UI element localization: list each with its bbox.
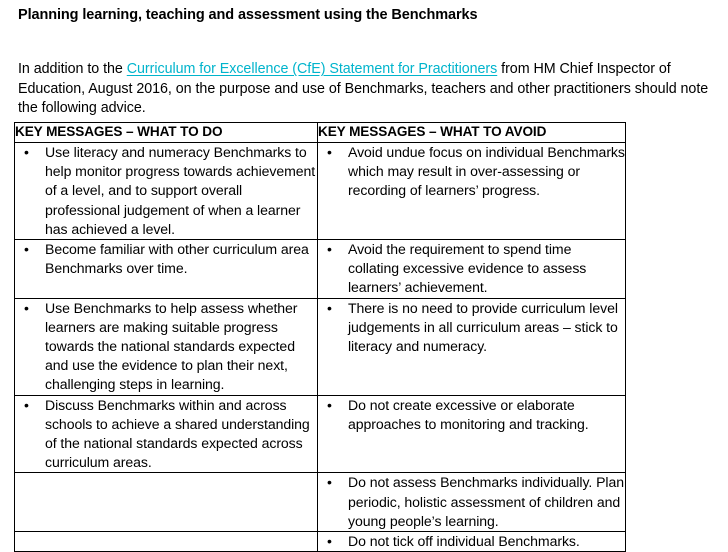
bullet-list-do-2 (15, 240, 317, 278)
cell-avoid-3 (318, 298, 626, 395)
cell-avoid-2 (318, 240, 626, 299)
list-item (318, 240, 625, 298)
cell-avoid-5 (318, 473, 626, 532)
bullet-icon: • (24, 396, 29, 413)
table-header-row (15, 123, 626, 143)
bullet-list-avoid-4 (318, 396, 625, 434)
bullet-list-do-3 (15, 299, 317, 395)
table-body (15, 143, 626, 552)
bullet-list-avoid-1 (318, 143, 625, 201)
table-row (15, 143, 626, 240)
bullet-list-avoid-2 (318, 240, 625, 298)
list-item (318, 299, 625, 357)
table-row (15, 532, 626, 552)
cell-do-2 (15, 240, 318, 299)
cell-avoid-4 (318, 395, 626, 473)
list-item (318, 473, 625, 531)
bullet-list-avoid-6 (318, 532, 625, 551)
list-item-text: Do not assess Benchmarks individually. Plan periodic, holistic assessment of children and young people’s learning. (348, 474, 624, 529)
bullet-icon: • (327, 299, 332, 316)
list-item-text: Do not create excessive or elaborate approaches to monitoring and tracking. (348, 396, 589, 432)
list-item-text: Avoid undue focus on individual Benchmarks which may result in over-assessing or recording of learners’ progress. (348, 144, 625, 199)
bullet-list-do-4 (15, 396, 317, 473)
list-item-text: Use Benchmarks to help assess whether learners are making suitable progress towards the national standards expected and use the evidence to plan their next, challenging steps in learning. (45, 299, 298, 393)
list-item (15, 299, 317, 395)
cfe-statement-link[interactable]: Curriculum for Excellence (CfE) Statement for Practitioners (126, 61, 498, 78)
bullet-list-do-1 (15, 143, 317, 239)
bullet-icon: • (24, 241, 29, 258)
list-item (15, 240, 317, 278)
list-item-text: Do not tick off individual Benchmarks. (348, 533, 580, 550)
intro-paragraph (18, 60, 712, 119)
key-messages-table (14, 122, 626, 552)
list-item (318, 532, 625, 551)
list-item-text: Avoid the requirement to spend time collating excessive evidence to assess learners’ achievement. (348, 241, 587, 296)
list-item-text: Discuss Benchmarks within and across schools to achieve a shared understanding of the national standards expected across curriculum areas. (45, 396, 310, 471)
bullet-icon: • (24, 144, 29, 160)
bullet-icon: • (24, 299, 29, 316)
list-item-text: Use literacy and numeracy Benchmarks to help monitor progress towards achievement of a level, and to support overall professional judgement of when a learner has achieved a level. (45, 144, 316, 237)
list-item (318, 396, 625, 434)
table-row (15, 298, 626, 395)
table-row (15, 240, 626, 299)
cell-do-5-empty (15, 473, 318, 532)
cell-avoid-1 (318, 143, 626, 240)
cell-avoid-6 (318, 532, 626, 552)
cell-do-4 (15, 395, 318, 473)
bullet-list-avoid-5 (318, 473, 625, 531)
table-row (15, 473, 626, 532)
bullet-icon: • (327, 144, 332, 160)
list-item (15, 143, 317, 239)
cell-do-6-empty (15, 532, 318, 552)
cell-do-3 (15, 298, 318, 395)
list-item (15, 396, 317, 473)
column-header-what-to-do: KEY MESSAGES – WHAT TO DO (15, 123, 318, 143)
cell-do-1 (15, 143, 318, 240)
list-item-text: Become familiar with other curriculum area Benchmarks over time. (45, 241, 309, 277)
bullet-icon: • (327, 533, 332, 550)
bullet-list-avoid-3 (318, 299, 625, 357)
intro-text-before-link: In addition to the (18, 61, 127, 78)
bullet-icon: • (327, 474, 332, 491)
bullet-icon: • (327, 241, 332, 258)
table-row (15, 395, 626, 473)
list-item (318, 143, 625, 201)
page-title: Planning learning, teaching and assessment using the Benchmarks (18, 7, 478, 23)
column-header-what-to-avoid: KEY MESSAGES – WHAT TO AVOID (318, 123, 626, 143)
bullet-icon: • (327, 396, 332, 413)
list-item-text: There is no need to provide curriculum level judgements in all curriculum areas – stick to literacy and numeracy. (348, 299, 618, 355)
intro-text-after-link: from HM Chief Inspector of Education, August 2016, on the purpose and use of Benchmarks, teachers and other practitioners should note the following advice. (18, 61, 709, 117)
